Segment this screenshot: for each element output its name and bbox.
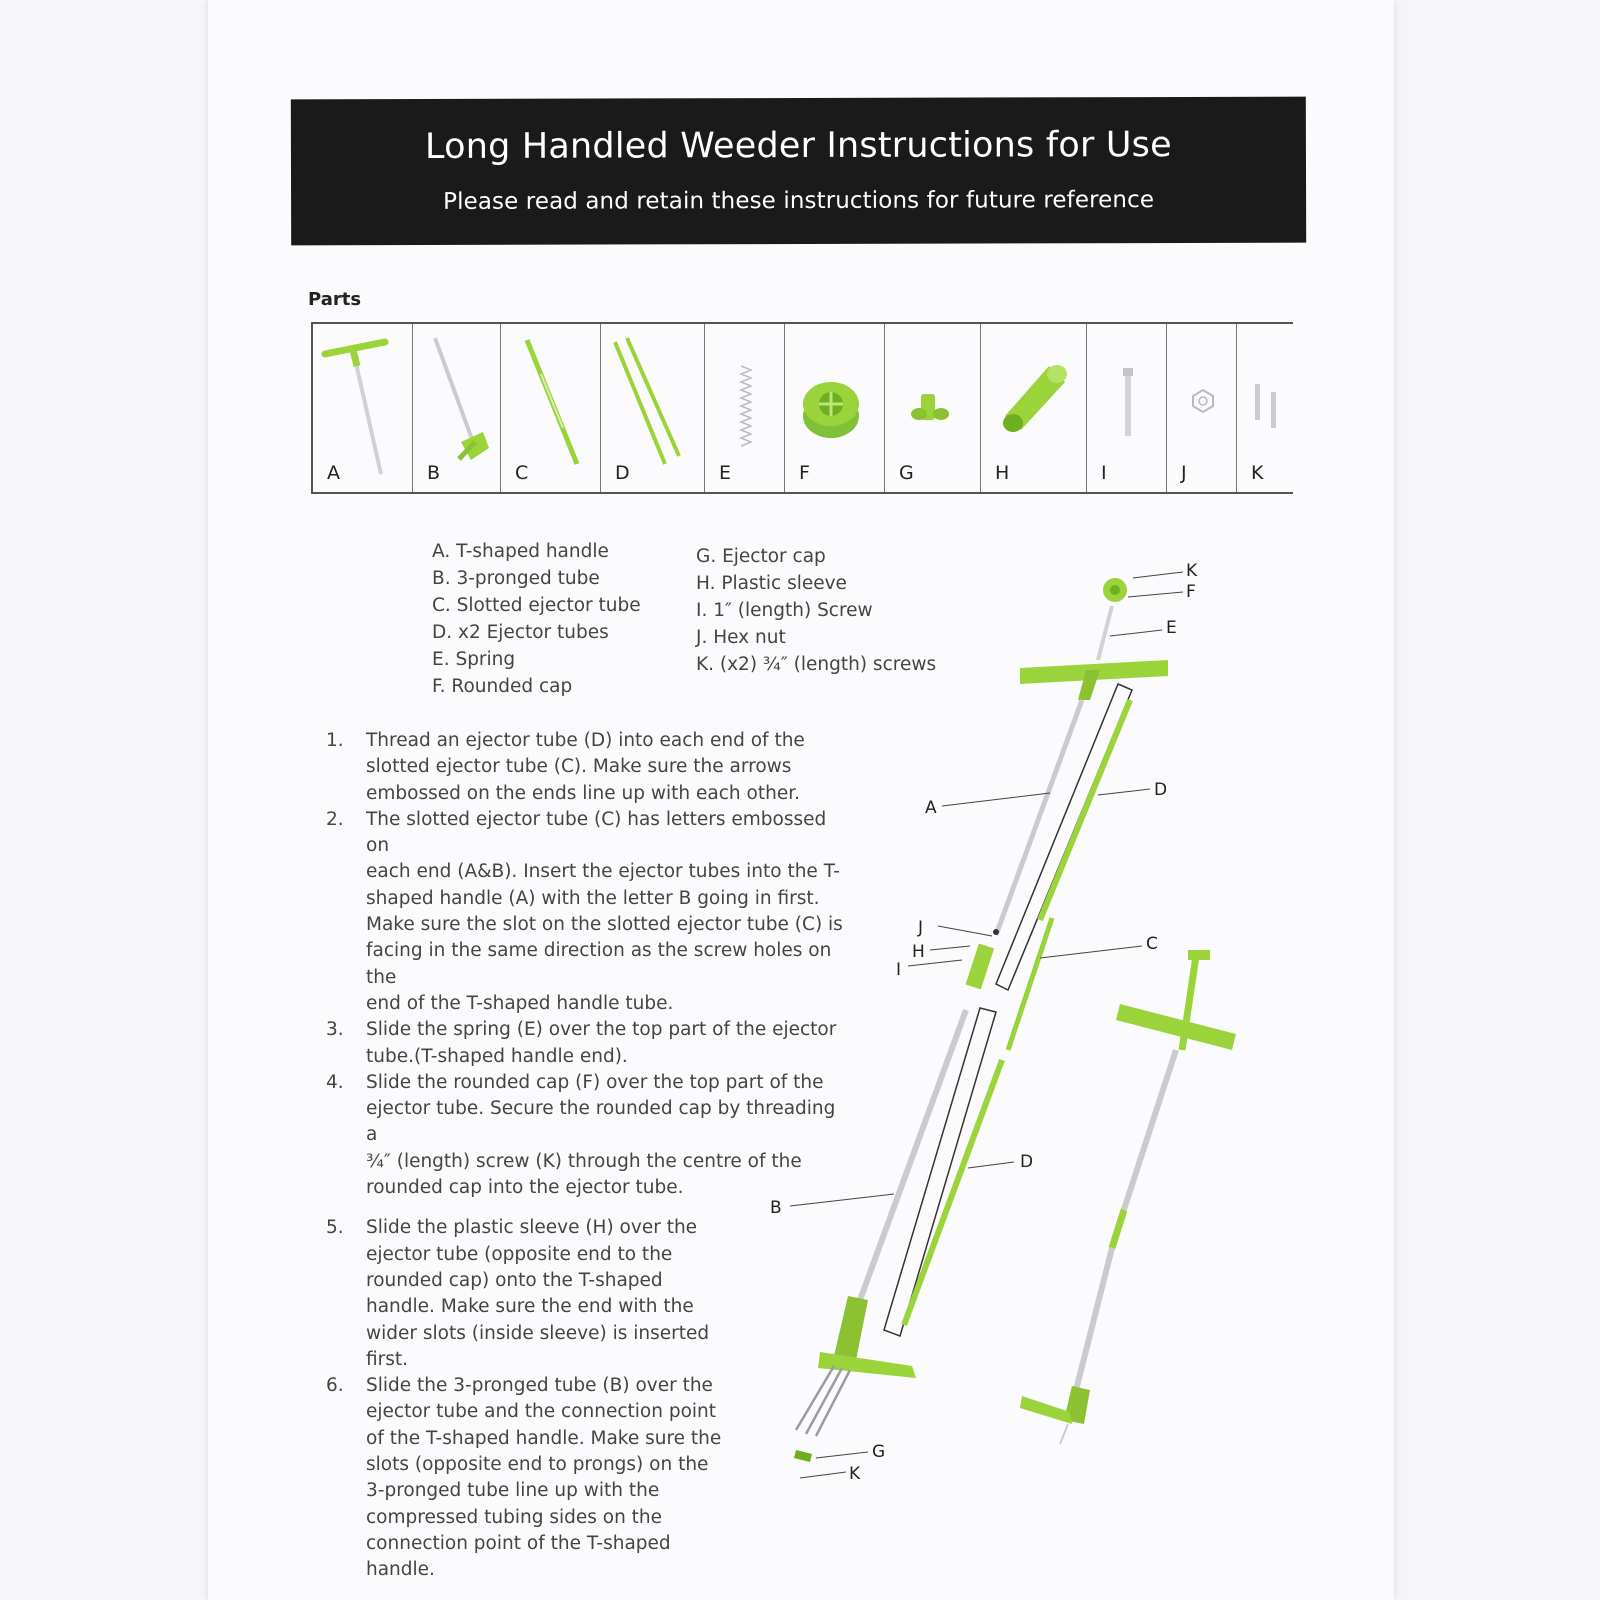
step-text-line: Slide the spring (E) over the top part of the ejector [366,1019,837,1041]
callout-label: D [1154,780,1168,800]
leader-line [930,946,970,950]
step-text-line: Slide the plastic sleeve (H) over the [366,1217,698,1239]
callout-label: F [1186,582,1196,602]
legend-item: B. 3-pronged tube [432,568,600,589]
leader-line [800,1472,846,1478]
diagram-pronged-shaft [860,1010,966,1300]
step-text-line: of the T-shaped handle. Make sure the [366,1427,722,1449]
step-text-line: slots (opposite end to prongs) on the [366,1454,709,1476]
step-number: 6. [326,1375,344,1397]
legend-item: A. T-shaped handle [432,541,609,562]
part-letter: A [327,462,340,484]
leader-line [1040,946,1142,958]
leader-line [816,1452,868,1458]
diagram-spring [1098,606,1112,660]
callout-label: H [912,942,925,962]
callout-label: E [1166,618,1177,638]
step-text-line: handle. Make sure the end with the [366,1296,694,1318]
leader-line [1098,789,1150,795]
step-text-line: first. [366,1348,409,1370]
step-number: 2. [326,808,344,830]
step-number: 5. [326,1217,344,1239]
diagram-lower-outline [884,1008,996,1336]
part-letter: J [1181,462,1187,484]
step-text-line: Slide the 3-pronged tube (B) over the [366,1375,713,1397]
leader-line [1133,572,1183,578]
step-text-line: 3-pronged tube line up with the [366,1480,660,1502]
callout-label: A [925,798,937,818]
legend-item: H. Plastic sleeve [696,573,847,594]
legend-item: F. Rounded cap [432,676,573,697]
leader-line [938,926,992,936]
step-text-line: Make sure the slot on the slotted ejector tube (C) is [366,914,843,936]
page-title: Long Handled Weeder Instructions for Use [424,125,1172,167]
part-letter: G [899,462,914,484]
diagram-prong [816,1370,850,1436]
legend-item: E. Spring [432,649,516,670]
assembled-foot-pedal [1020,1396,1072,1424]
legend-item: I. 1″ (length) Screw [696,600,873,621]
assembled-shaft-lower [1076,1248,1112,1390]
step-text-line: ejector tube. Secure the rounded cap by threading a [366,1098,836,1146]
part-letter: H [995,462,1010,484]
step-text-line: facing in the same direction as the screw holes on the [366,940,832,988]
callout-label: D [1020,1152,1034,1172]
step-text-line: ejector tube and the connection point [366,1401,717,1423]
legend-item: G. Ejector cap [696,546,826,567]
step-text-line: ejector tube (opposite end to the [366,1243,673,1265]
diagram-prong [806,1368,842,1434]
diagram-cap-center [1110,585,1120,595]
callout-label: G [872,1442,886,1462]
step-text-line: The slotted ejector tube (C) has letters embossed on [366,808,827,857]
step-text-line: Thread an ejector tube (D) into each end of the [366,730,805,751]
legend-item: C. Slotted ejector tube [432,595,641,616]
diagram-ejector-cap [794,1450,812,1462]
assembled-t-bar [1116,1004,1236,1050]
callout-label: I [896,960,902,980]
assembled-cap [1188,950,1210,960]
callout-label: K [1186,561,1198,581]
page-subtitle: Please read and retain these instructions for future reference [443,187,1155,215]
step-text-line: compressed tubing sides on the [366,1506,663,1528]
step-text-line: end of the T-shaped handle tube. [366,992,674,1014]
step-text-line: rounded cap into the ejector tube. [366,1177,684,1199]
leader-line [790,1194,894,1206]
diagram-hex-nut [993,929,999,935]
part-letter: K [1251,462,1264,484]
step-text-line: slotted ejector tube (C). Make sure the arrows [366,756,792,778]
callout-label: C [1146,934,1158,954]
part-letter: I [1101,462,1107,484]
leader-line [942,793,1050,806]
diagram-prong [796,1366,834,1430]
assembled-band [1112,1210,1124,1248]
step-text-line: shaped handle (A) with the letter B going in first. [366,887,820,909]
step-text-line: wider slots (inside sleeve) is inserted [366,1322,710,1344]
part-letter: C [515,462,529,484]
callout-label: J [918,918,924,938]
legend-item: K. (x2) ¾″ (length) screws [696,654,937,675]
diagram-ejector-outline [996,684,1132,990]
step-text-line: connection point of the T-shaped [366,1532,671,1554]
step-text-line: Slide the rounded cap (F) over the top part of the [366,1071,824,1093]
part-letter: F [799,462,810,484]
diagram-pronged-collar [834,1296,868,1360]
leader-line [968,1162,1014,1168]
step-number: 3. [326,1019,344,1041]
step-text-line: each end (A&B). Insert the ejector tubes into the T- [366,861,840,883]
diagram-ejector-tube-upper [1040,700,1130,920]
parts-heading: Parts [308,289,362,310]
step-text-line: ¾″ (length) screw (K) through the centre of the [366,1150,802,1172]
leader-line [1110,630,1162,636]
step-number: 1. [326,730,344,751]
legend-item: D. x2 Ejector tubes [432,622,609,643]
part-letter: D [615,462,630,484]
callout-label: B [770,1198,782,1218]
step-text-line: tube.(T-shaped handle end). [366,1045,628,1067]
callout-label: K [849,1464,861,1484]
diagram-plastic-sleeve [966,944,995,990]
part-letter: B [427,462,441,484]
step-text-line: handle. [366,1559,435,1581]
step-text-line: rounded cap) onto the T-shaped [366,1269,663,1291]
legend-item: J. Hex nut [696,627,786,648]
assembled-prongs [1060,1424,1068,1444]
leader-line [1128,592,1183,597]
step-number: 4. [326,1071,344,1093]
diagram-foot-pedal [818,1352,916,1378]
step-text-line: embossed on the ends line up with each other. [366,782,800,804]
diagram-handle-shaft [996,700,1082,935]
part-letter: E [719,462,732,484]
